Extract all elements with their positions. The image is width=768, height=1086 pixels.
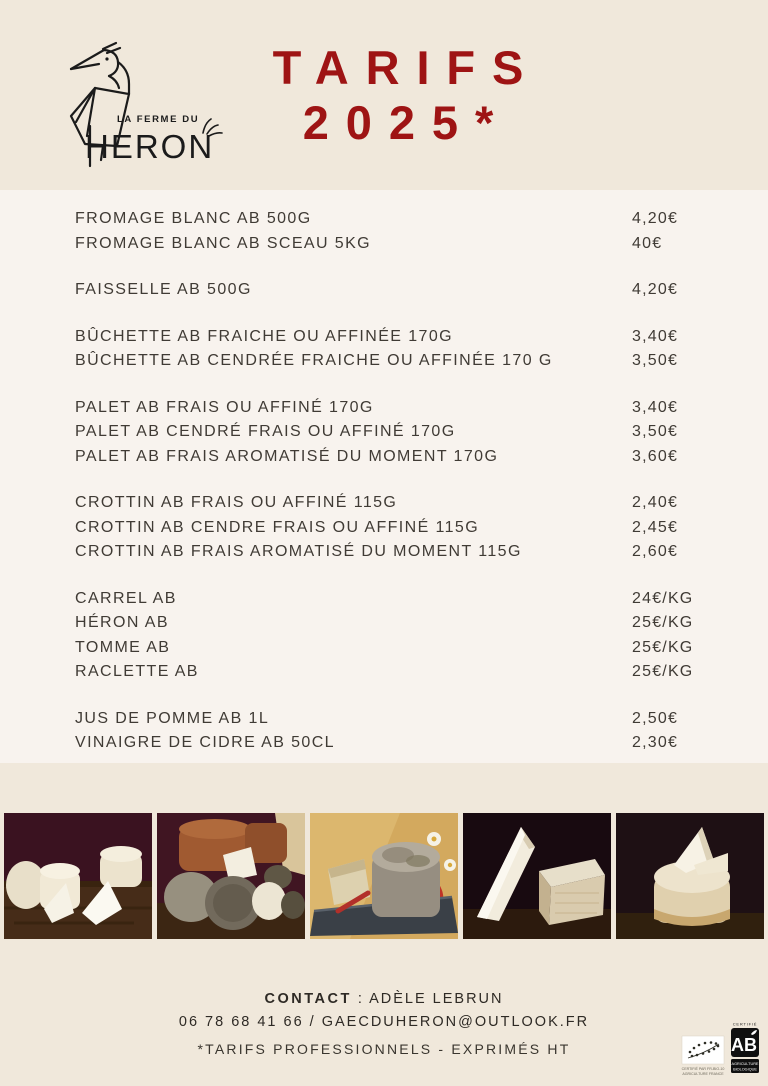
price-row (0, 420, 768, 445)
product-price: 2,30€ (632, 734, 679, 751)
eu-cert-caption-1: CERTIFIÉ PAR FR-BIO-10 (681, 1067, 725, 1071)
contact-line2: 06 78 68 41 66 / GAECDUHERON@OUTLOOK.FR (178, 1014, 590, 1030)
product-price: 25€/KG (632, 663, 694, 680)
bottom-band (0, 763, 768, 1086)
product-name: CARREL AB (75, 589, 177, 607)
product-name: CROTTIN AB CENDRE FRAIS OU AFFINÉ 115G (75, 518, 480, 536)
price-row (0, 232, 768, 257)
price-group (0, 278, 768, 303)
cheese-photo-3 (310, 813, 458, 939)
title-line2: 2025* (302, 96, 511, 150)
footnote: *TARIFS PROFESSIONNELS - EXPRIMÉS HT (197, 1041, 571, 1057)
product-price: 2,40€ (632, 494, 679, 511)
product-price: 4,20€ (632, 281, 679, 298)
product-name: FAISSELLE AB 500G (75, 281, 252, 298)
price-row (0, 587, 768, 612)
price-row (0, 491, 768, 516)
price-row (0, 207, 768, 232)
price-row (0, 611, 768, 636)
photo-strip (4, 813, 764, 939)
ab-bottom-line2: BIOLOGIQUE (733, 1067, 757, 1072)
price-row (0, 325, 768, 350)
product-name: PALET AB FRAIS AROMATISÉ DU MOMENT 170G (75, 447, 499, 465)
product-price: 2,50€ (632, 709, 679, 727)
product-name: FROMAGE BLANC AB 500G (75, 210, 312, 227)
product-price: 4,20€ (632, 210, 679, 227)
cheese-photo-4 (463, 813, 611, 939)
ab-agriculture-biologique-icon (730, 1020, 760, 1078)
price-group (0, 491, 768, 565)
product-price: 3,50€ (632, 352, 679, 369)
product-price: 40€ (632, 234, 663, 252)
product-name: PALET AB FRAIS OU AFFINÉ 170G (75, 398, 374, 416)
product-price: 3,50€ (632, 423, 679, 440)
product-name: HÉRON AB (75, 614, 169, 631)
price-group (0, 587, 768, 685)
product-price: 25€/KG (632, 638, 694, 656)
header (0, 0, 768, 190)
contact-label: CONTACT (264, 991, 352, 1007)
product-name: VINAIGRE DE CIDRE AB 50CL (75, 734, 335, 751)
price-row (0, 731, 768, 756)
product-name: RACLETTE AB (75, 663, 199, 680)
farm-logo (57, 38, 242, 173)
brand-small-text: LA FERME DU (117, 114, 200, 125)
product-price: 3,60€ (632, 447, 679, 465)
product-price: 2,60€ (632, 543, 679, 560)
product-price: 3,40€ (632, 327, 679, 345)
product-name: TOMME AB (75, 638, 171, 656)
cheese-photo-5 (616, 813, 764, 939)
price-row (0, 516, 768, 541)
price-group (0, 707, 768, 756)
price-row (0, 349, 768, 374)
page-title (218, 40, 578, 151)
product-name: PALET AB CENDRÉ FRAIS OU AFFINÉ 170G (75, 423, 456, 440)
product-name: BÛCHETTE AB FRAICHE OU AFFINÉE 170G (75, 327, 453, 345)
product-price: 3,40€ (632, 398, 679, 416)
price-group (0, 207, 768, 256)
price-row (0, 636, 768, 661)
product-price: 2,45€ (632, 518, 679, 536)
product-name: BÛCHETTE AB CENDRÉE FRAICHE OU AFFINÉE 170 G (75, 352, 553, 369)
product-name: CROTTIN AB FRAIS AROMATISÉ DU MOMENT 115G (75, 543, 522, 560)
price-row (0, 707, 768, 732)
price-row (0, 278, 768, 303)
product-name: JUS DE POMME AB 1L (75, 709, 270, 727)
title-line1: TARIFS (272, 41, 541, 94)
product-name: FROMAGE BLANC AB SCEAU 5KG (75, 234, 372, 252)
price-row (0, 660, 768, 685)
brand-big-text: HERON (85, 128, 215, 165)
price-row (0, 445, 768, 470)
eu-cert-caption-2: AGRICULTURE FRANCE (682, 1072, 724, 1076)
product-name: CROTTIN AB FRAIS OU AFFINÉ 115G (75, 494, 398, 511)
product-price: 25€/KG (632, 614, 694, 631)
certification-logos (681, 1020, 760, 1078)
eu-organic-leaf-icon (681, 1034, 725, 1078)
contact-name: : ADÈLE LEBRUN (351, 991, 504, 1007)
cheese-photo-1 (4, 813, 152, 939)
contact-line1 (0, 988, 768, 1011)
cheese-photo-2 (157, 813, 305, 939)
price-row (0, 540, 768, 565)
contact-block (0, 988, 768, 1034)
price-list (0, 190, 768, 763)
ab-bottom-line1: AGRICULTURE (731, 1062, 759, 1066)
price-row (0, 396, 768, 421)
product-price: 24€/KG (632, 589, 694, 607)
price-group (0, 325, 768, 374)
price-group (0, 396, 768, 470)
ab-cert-top-text: CERTIFIÉ (732, 1021, 758, 1027)
ab-letters: AB (731, 1035, 757, 1055)
